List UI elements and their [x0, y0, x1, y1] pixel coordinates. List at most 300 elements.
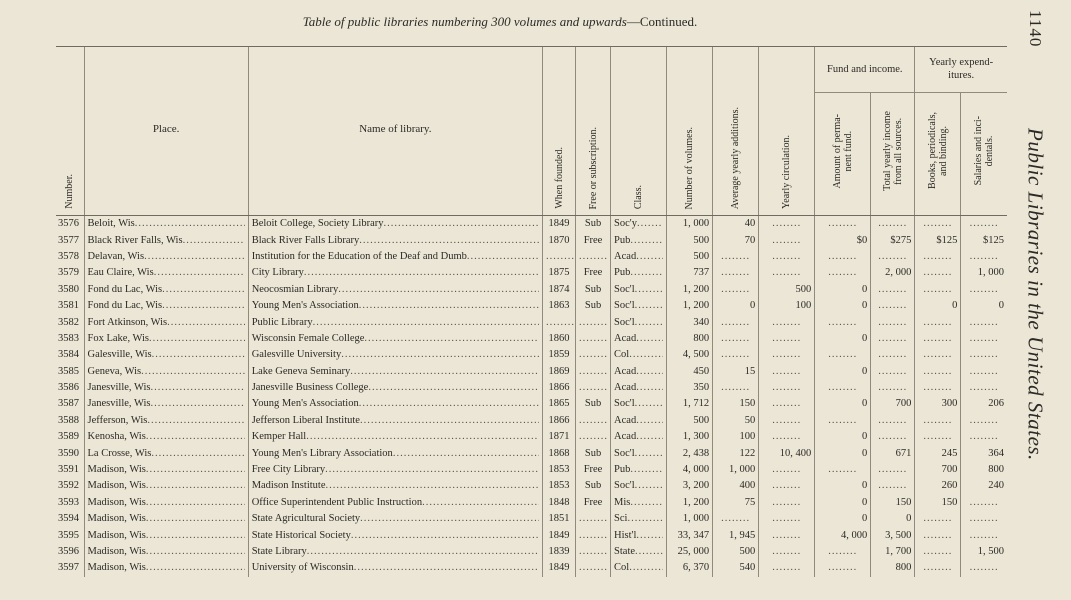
- cell-number: 3596: [58, 546, 79, 557]
- cell-place: Fond du Lac, Wis .....: [84, 298, 248, 314]
- cell-place: Fond du Lac, Wis .....: [84, 282, 248, 298]
- cell-founded: 1853: [542, 478, 575, 494]
- cell-free: ........: [576, 413, 611, 429]
- cell-class: Col .....: [611, 347, 667, 363]
- cell-books: ........: [915, 413, 961, 429]
- cell-number: 3582: [58, 316, 79, 328]
- cell-founded: ........: [542, 249, 575, 265]
- table-row: [56, 527, 1007, 543]
- cell-income: 150: [871, 495, 915, 511]
- cell-number: 3586: [58, 382, 79, 394]
- cell-books: ........: [915, 511, 961, 527]
- table-row: [56, 511, 1007, 527]
- cell-books: 0: [915, 298, 961, 314]
- cell-class: Acad .....: [611, 413, 667, 429]
- cell-income: ........: [871, 462, 915, 478]
- cell-books: 245: [915, 445, 961, 461]
- header-founded: When founded.: [542, 47, 575, 216]
- cell-circulation: ........: [759, 462, 815, 478]
- table-row: [56, 364, 1007, 380]
- cell-income: ........: [871, 314, 915, 330]
- cell-books: ........: [915, 331, 961, 347]
- cell-place: Galesville, Wis .....: [84, 347, 248, 363]
- cell-additions: 50: [713, 413, 759, 429]
- cell-class: Acad .....: [611, 331, 667, 347]
- cell-books: ........: [915, 282, 961, 298]
- cell-circulation: ........: [759, 560, 815, 576]
- cell-place: Madison, Wis .....: [84, 495, 248, 511]
- cell-circulation: 100: [759, 298, 815, 314]
- cell-founded: 1868: [542, 445, 575, 461]
- table-row: [56, 282, 1007, 298]
- cell-income: 1, 700: [871, 544, 915, 560]
- cell-class: Acad .....: [611, 364, 667, 380]
- table-row: [56, 232, 1007, 248]
- cell-name: University of Wisconsin .....: [248, 560, 542, 576]
- cell-fund: 0: [815, 331, 871, 347]
- cell-place: Madison, Wis .....: [84, 478, 248, 494]
- cell-income: ........: [871, 216, 915, 233]
- cell-founded: 1865: [542, 396, 575, 412]
- cell-additions: ........: [713, 347, 759, 363]
- cell-name: Office Superintendent Public Instruction .....: [248, 495, 542, 511]
- cell-founded: 1866: [542, 380, 575, 396]
- cell-number: 3589: [58, 431, 79, 443]
- cell-number: 3581: [58, 300, 79, 312]
- cell-place: Delavan, Wis .....: [84, 249, 248, 265]
- cell-fund: ........: [815, 462, 871, 478]
- cell-place: Kenosha, Wis .....: [84, 429, 248, 445]
- cell-volumes: 3, 200: [667, 478, 713, 494]
- cell-place: Fort Atkinson, Wis .....: [84, 314, 248, 330]
- cell-name: Free City Library .....: [248, 462, 542, 478]
- cell-place: Madison, Wis .....: [84, 560, 248, 576]
- cell-income: 0: [871, 511, 915, 527]
- cell-books: ........: [915, 527, 961, 543]
- cell-name: Neocosmian Library .....: [248, 282, 542, 298]
- cell-additions: ........: [713, 282, 759, 298]
- cell-fund: ........: [815, 413, 871, 429]
- cell-founded: 1848: [542, 495, 575, 511]
- cell-free: Sub: [576, 298, 611, 314]
- cell-volumes: 450: [667, 364, 713, 380]
- table-row: [56, 216, 1007, 233]
- cell-fund: ........: [815, 560, 871, 576]
- cell-place: Janesville, Wis .....: [84, 380, 248, 396]
- cell-salaries: ........: [961, 429, 1007, 445]
- table-row: [56, 560, 1007, 576]
- cell-name: Public Library .....: [248, 314, 542, 330]
- title-italic: Table of public libraries numbering 300 volumes and upwards: [302, 14, 627, 29]
- header-place: Place.: [84, 47, 248, 216]
- cell-place: Fox Lake, Wis .....: [84, 331, 248, 347]
- cell-circulation: ........: [759, 495, 815, 511]
- cell-number: 3578: [58, 250, 79, 262]
- cell-fund: 0: [815, 511, 871, 527]
- table-row: [56, 314, 1007, 330]
- cell-income: ........: [871, 429, 915, 445]
- cell-free: ........: [576, 380, 611, 396]
- cell-circulation: 500: [759, 282, 815, 298]
- cell-salaries: ........: [961, 314, 1007, 330]
- cell-founded: 1839: [542, 544, 575, 560]
- header-books: Books, periodicals, and binding.: [915, 92, 961, 215]
- cell-books: 700: [915, 462, 961, 478]
- cell-name: City Library .....: [248, 265, 542, 281]
- cell-books: ........: [915, 560, 961, 576]
- cell-income: ........: [871, 380, 915, 396]
- cell-income: ........: [871, 347, 915, 363]
- cell-founded: 1859: [542, 347, 575, 363]
- cell-name: Madison Institute .....: [248, 478, 542, 494]
- cell-circulation: ........: [759, 314, 815, 330]
- cell-place: Janesville, Wis .....: [84, 396, 248, 412]
- cell-salaries: ........: [961, 560, 1007, 576]
- cell-class: Soc'l .....: [611, 445, 667, 461]
- cell-salaries: $125: [961, 232, 1007, 248]
- cell-circulation: ........: [759, 511, 815, 527]
- libraries-table: [56, 46, 1007, 577]
- cell-place: Geneva, Wis .....: [84, 364, 248, 380]
- cell-free: ........: [576, 527, 611, 543]
- header-additions: Average yearly additions.: [713, 47, 759, 216]
- cell-books: $125: [915, 232, 961, 248]
- cell-fund: 0: [815, 298, 871, 314]
- cell-books: ........: [915, 265, 961, 281]
- cell-circulation: ........: [759, 364, 815, 380]
- cell-circulation: ........: [759, 232, 815, 248]
- cell-additions: ........: [713, 249, 759, 265]
- header-fund: Amount of perma- nent fund.: [815, 92, 871, 215]
- cell-volumes: 33, 347: [667, 527, 713, 543]
- cell-income: $275: [871, 232, 915, 248]
- table-row: [56, 396, 1007, 412]
- cell-class: Pub .....: [611, 462, 667, 478]
- title-dash: —: [626, 14, 640, 29]
- cell-salaries: ........: [961, 249, 1007, 265]
- cell-books: ........: [915, 544, 961, 560]
- cell-class: Mis .....: [611, 495, 667, 511]
- cell-volumes: 1, 300: [667, 429, 713, 445]
- cell-founded: 1866: [542, 413, 575, 429]
- cell-volumes: 1, 200: [667, 298, 713, 314]
- cell-founded: ........: [542, 314, 575, 330]
- cell-free: ........: [576, 249, 611, 265]
- table-row: [56, 298, 1007, 314]
- cell-number: 3592: [58, 480, 79, 492]
- cell-fund: ........: [815, 544, 871, 560]
- table-title: [0, 14, 1000, 30]
- cell-number: 3591: [58, 464, 79, 476]
- cell-number: 3579: [58, 267, 79, 279]
- cell-class: Sci .....: [611, 511, 667, 527]
- cell-founded: 1849: [542, 216, 575, 233]
- cell-income: ........: [871, 331, 915, 347]
- header-free: Free or subscription.: [576, 47, 611, 216]
- table-row: [56, 249, 1007, 265]
- cell-income: ........: [871, 413, 915, 429]
- cell-name: Galesville University .....: [248, 347, 542, 363]
- cell-fund: 0: [815, 429, 871, 445]
- cell-fund: 0: [815, 478, 871, 494]
- cell-class: Soc'y .....: [611, 216, 667, 233]
- cell-number: 3576: [58, 218, 79, 230]
- cell-additions: 15: [713, 364, 759, 380]
- cell-income: ........: [871, 478, 915, 494]
- cell-salaries: ........: [961, 216, 1007, 233]
- cell-fund: ........: [815, 216, 871, 233]
- header-number: Number.: [56, 47, 84, 216]
- cell-number: 3590: [58, 447, 79, 459]
- cell-additions: 500: [713, 544, 759, 560]
- cell-name: Jefferson Liberal Institute .....: [248, 413, 542, 429]
- cell-number: 3593: [58, 496, 79, 508]
- cell-place: Beloit, Wis .....: [84, 216, 248, 233]
- cell-class: Acad .....: [611, 380, 667, 396]
- cell-books: 260: [915, 478, 961, 494]
- cell-free: ........: [576, 364, 611, 380]
- cell-name: Young Men's Library Association .....: [248, 445, 542, 461]
- cell-volumes: 4, 000: [667, 462, 713, 478]
- cell-income: 3, 500: [871, 527, 915, 543]
- cell-free: ........: [576, 544, 611, 560]
- cell-volumes: 500: [667, 249, 713, 265]
- cell-salaries: ........: [961, 413, 1007, 429]
- cell-founded: 1875: [542, 265, 575, 281]
- cell-additions: ........: [713, 314, 759, 330]
- table-row: [56, 478, 1007, 494]
- cell-additions: ........: [713, 380, 759, 396]
- cell-number: 3595: [58, 529, 79, 541]
- cell-name: Institution for the Education of the Deaf and Dumb .....: [248, 249, 542, 265]
- cell-additions: 150: [713, 396, 759, 412]
- cell-place: Eau Claire, Wis .....: [84, 265, 248, 281]
- cell-free: ........: [576, 429, 611, 445]
- cell-number: 3585: [58, 365, 79, 377]
- table-body: [56, 216, 1007, 577]
- cell-name: State Library .....: [248, 544, 542, 560]
- cell-income: 671: [871, 445, 915, 461]
- cell-place: Jefferson, Wis .....: [84, 413, 248, 429]
- cell-free: Sub: [576, 478, 611, 494]
- cell-additions: 75: [713, 495, 759, 511]
- table-row: [56, 265, 1007, 281]
- cell-fund: ........: [815, 314, 871, 330]
- cell-circulation: ........: [759, 216, 815, 233]
- cell-volumes: 350: [667, 380, 713, 396]
- cell-additions: 122: [713, 445, 759, 461]
- cell-income: ........: [871, 249, 915, 265]
- table-row: [56, 445, 1007, 461]
- cell-fund: 0: [815, 445, 871, 461]
- cell-volumes: 1, 200: [667, 495, 713, 511]
- cell-salaries: 1, 000: [961, 265, 1007, 281]
- cell-free: Free: [576, 265, 611, 281]
- cell-place: Madison, Wis .....: [84, 511, 248, 527]
- table-row: [56, 331, 1007, 347]
- cell-name: Beloit College, Society Library .....: [248, 216, 542, 233]
- cell-free: ........: [576, 560, 611, 576]
- cell-volumes: 800: [667, 331, 713, 347]
- header-expenditures-group: Yearly expend- itures.: [915, 47, 1007, 93]
- cell-number: 3580: [58, 283, 79, 295]
- cell-founded: 1851: [542, 511, 575, 527]
- cell-number: 3594: [58, 513, 79, 525]
- cell-fund: ........: [815, 265, 871, 281]
- cell-number: 3584: [58, 349, 79, 361]
- cell-circulation: ........: [759, 429, 815, 445]
- cell-founded: 1849: [542, 560, 575, 576]
- cell-fund: 0: [815, 282, 871, 298]
- cell-income: 700: [871, 396, 915, 412]
- cell-additions: 1, 945: [713, 527, 759, 543]
- cell-volumes: 25, 000: [667, 544, 713, 560]
- cell-salaries: ........: [961, 527, 1007, 543]
- cell-circulation: 10, 400: [759, 445, 815, 461]
- header-volumes: Number of volumes.: [667, 47, 713, 216]
- cell-circulation: ........: [759, 527, 815, 543]
- page-margin: [1015, 10, 1055, 590]
- cell-number: 3588: [58, 414, 79, 426]
- table-row: [56, 495, 1007, 511]
- title-plain: Continued.: [639, 14, 698, 29]
- cell-circulation: ........: [759, 478, 815, 494]
- cell-founded: 1871: [542, 429, 575, 445]
- table-row: [56, 413, 1007, 429]
- cell-salaries: ........: [961, 347, 1007, 363]
- cell-volumes: 737: [667, 265, 713, 281]
- cell-fund: ........: [815, 249, 871, 265]
- cell-books: 150: [915, 495, 961, 511]
- cell-volumes: 6, 370: [667, 560, 713, 576]
- table-row: [56, 347, 1007, 363]
- cell-volumes: 1, 712: [667, 396, 713, 412]
- cell-salaries: ........: [961, 364, 1007, 380]
- header-class: Class.: [611, 47, 667, 216]
- cell-place: Black River Falls, Wis .....: [84, 232, 248, 248]
- cell-free: ........: [576, 331, 611, 347]
- cell-salaries: 800: [961, 462, 1007, 478]
- cell-place: Madison, Wis .....: [84, 527, 248, 543]
- cell-class: Soc'l .....: [611, 478, 667, 494]
- cell-fund: 0: [815, 495, 871, 511]
- header-salaries: Salaries and inci- dentals.: [961, 92, 1007, 215]
- cell-class: Soc'l .....: [611, 314, 667, 330]
- header-name: Name of library.: [248, 47, 542, 216]
- cell-income: ........: [871, 298, 915, 314]
- cell-books: ........: [915, 314, 961, 330]
- cell-additions: 100: [713, 429, 759, 445]
- cell-additions: 0: [713, 298, 759, 314]
- cell-volumes: 2, 438: [667, 445, 713, 461]
- cell-salaries: ........: [961, 331, 1007, 347]
- cell-free: Free: [576, 462, 611, 478]
- cell-number: 3583: [58, 332, 79, 344]
- cell-volumes: 1, 200: [667, 282, 713, 298]
- cell-class: Col .....: [611, 560, 667, 576]
- cell-books: ........: [915, 364, 961, 380]
- cell-founded: 1870: [542, 232, 575, 248]
- cell-free: Free: [576, 232, 611, 248]
- cell-volumes: 340: [667, 314, 713, 330]
- cell-salaries: ........: [961, 380, 1007, 396]
- cell-number: 3597: [58, 562, 79, 574]
- cell-free: Free: [576, 495, 611, 511]
- cell-class: Acad .....: [611, 429, 667, 445]
- table-row: [56, 544, 1007, 560]
- cell-free: Sub: [576, 282, 611, 298]
- cell-number: 3577: [58, 234, 79, 246]
- cell-free: Sub: [576, 396, 611, 412]
- table-row: [56, 462, 1007, 478]
- cell-circulation: ........: [759, 347, 815, 363]
- cell-books: ........: [915, 249, 961, 265]
- cell-salaries: 364: [961, 445, 1007, 461]
- cell-circulation: ........: [759, 265, 815, 281]
- cell-circulation: ........: [759, 413, 815, 429]
- cell-free: ........: [576, 347, 611, 363]
- cell-salaries: ........: [961, 511, 1007, 527]
- cell-class: Soc'l .....: [611, 298, 667, 314]
- cell-circulation: ........: [759, 249, 815, 265]
- cell-name: Black River Falls Library .....: [248, 232, 542, 248]
- cell-class: Soc'l .....: [611, 282, 667, 298]
- cell-place: La Crosse, Wis .....: [84, 445, 248, 461]
- table-row: [56, 429, 1007, 445]
- cell-founded: 1874: [542, 282, 575, 298]
- cell-class: Hist'l .....: [611, 527, 667, 543]
- cell-founded: 1849: [542, 527, 575, 543]
- cell-income: ........: [871, 282, 915, 298]
- cell-founded: 1863: [542, 298, 575, 314]
- cell-volumes: 500: [667, 413, 713, 429]
- cell-additions: 40: [713, 216, 759, 233]
- cell-circulation: ........: [759, 331, 815, 347]
- cell-additions: 1, 000: [713, 462, 759, 478]
- cell-name: State Historical Society .....: [248, 527, 542, 543]
- cell-salaries: ........: [961, 495, 1007, 511]
- cell-income: 2, 000: [871, 265, 915, 281]
- cell-additions: ........: [713, 265, 759, 281]
- cell-volumes: 1, 000: [667, 511, 713, 527]
- cell-income: 800: [871, 560, 915, 576]
- cell-name: Lake Geneva Seminary .....: [248, 364, 542, 380]
- cell-class: Pub .....: [611, 232, 667, 248]
- cell-class: Soc'l .....: [611, 396, 667, 412]
- cell-circulation: ........: [759, 544, 815, 560]
- cell-fund: $0: [815, 232, 871, 248]
- header-circulation: Yearly circulation.: [759, 47, 815, 216]
- cell-name: Wisconsin Female College .....: [248, 331, 542, 347]
- cell-free: ........: [576, 314, 611, 330]
- table-row: [56, 380, 1007, 396]
- cell-class: State .....: [611, 544, 667, 560]
- cell-circulation: ........: [759, 380, 815, 396]
- cell-circulation: ........: [759, 396, 815, 412]
- cell-books: ........: [915, 429, 961, 445]
- cell-founded: 1853: [542, 462, 575, 478]
- cell-name: State Agricultural Society .....: [248, 511, 542, 527]
- cell-fund: 0: [815, 396, 871, 412]
- cell-free: Sub: [576, 216, 611, 233]
- cell-books: ........: [915, 216, 961, 233]
- cell-name: Janesville Business College .....: [248, 380, 542, 396]
- cell-salaries: 240: [961, 478, 1007, 494]
- cell-volumes: 1, 000: [667, 216, 713, 233]
- cell-founded: 1860: [542, 331, 575, 347]
- cell-free: ........: [576, 511, 611, 527]
- cell-additions: 400: [713, 478, 759, 494]
